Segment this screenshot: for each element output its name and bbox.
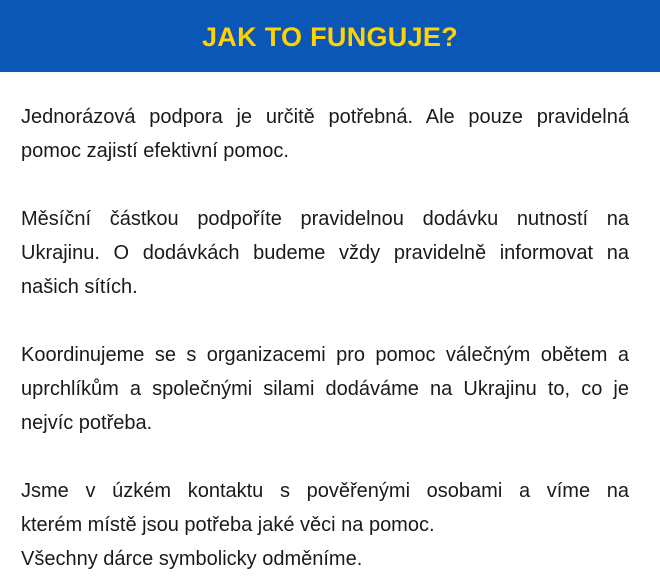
page-title: JAK TO FUNGUJE? <box>201 21 459 52</box>
paragraph-contact <box>21 474 629 576</box>
paragraph-contact-line-2: kterém místě jsou potřeba jaké věci na pomoc. <box>21 514 435 536</box>
paragraph-contact-line-1: Jsme v úzkém kontaktu s pověřenými osobami a víme na <box>21 480 629 502</box>
header-banner <box>0 0 660 72</box>
paragraph-coordination: Koordinujeme se s organizacemi pro pomoc válečným obětem a uprchlíkům a společnými silami dodáváme na Ukrajinu to, co je nejvíc potřeba. <box>21 344 629 434</box>
content-body <box>0 72 660 576</box>
paragraph-one-time-support: Jednorázová podpora je určitě potřebná. Ale pouze pravidelná pomoc zajistí efektivní pomoc. <box>21 106 629 162</box>
paragraph-monthly-support: Měsíční částkou podpoříte pravidelnou dodávku nutností na Ukrajinu. O dodávkách budeme vždy pravidelně informovat na našich sítích. <box>21 208 629 298</box>
paragraph-contact-line-3: Všechny dárce symbolicky odměníme. <box>21 548 363 570</box>
